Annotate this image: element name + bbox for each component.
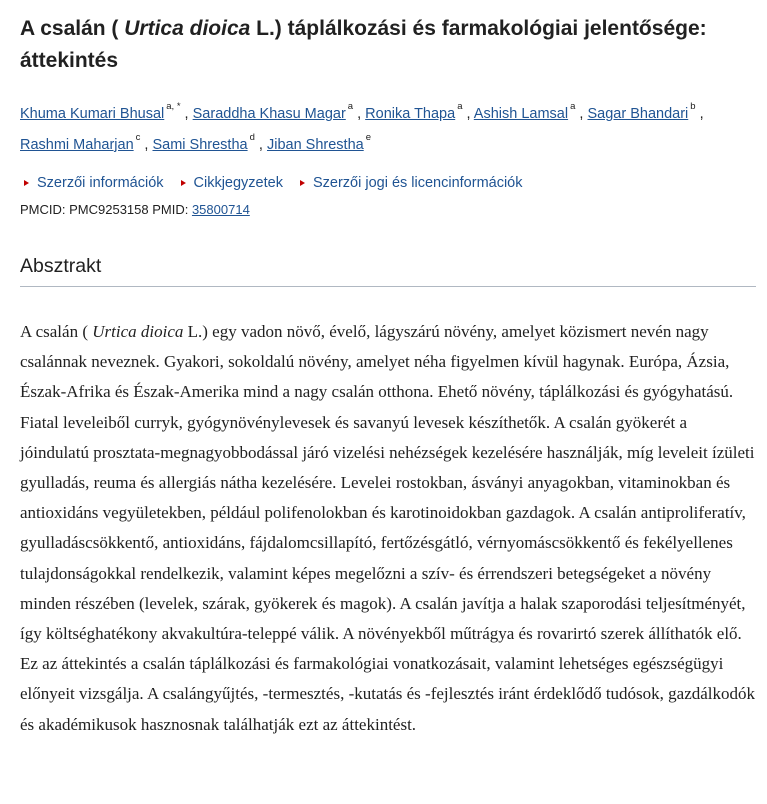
affiliation-mark[interactable]: a, * xyxy=(166,101,181,112)
copyright-info-toggle[interactable] xyxy=(296,175,523,191)
author-info-toggle[interactable] xyxy=(20,175,164,191)
abstract-text: A csalán ( Urtica dioica L.) egy vadon növő, évelő, lágyszárú növény, amelyet közismert nevén nagy csalánnak neveznek. Gyakori, sokoldalú növény, amelyet néha figyelmen kívül hagynak. Európa, Ázsia, Észak-Afrika és Észak-Amerika mind a nagy csalán otthona. Ehető növény, táplálkozási és gyógyhatású. Fiatal leveleiből curryk, gyógynövénylevesek és savanyú levesek készíthetők. A csalán gyökerét a jóindulatú prosztata-megnagyobbodással járó vizelési nehézségek kezelésére használják, míg leveleit ízületi gyulladás, reuma és allergiás nátha kezelésére. Levelei rostokban, ásványi anyagokban, vitaminokban és antioxidáns vegyületekben, például polifenolokban és karotinoidokban gazdagok. A csalán antiproliferatív, gyulladáscsökkentő, antioxidáns, fájdalomcsillapító, fertőzésgátló, vérnyomáscsökkentő és fekélyellenes tulajdonságokkal rendelkezik, valamint képes megelőzni a szív- és érrendszeri betegségeket a növény minden részében (levelek, szárak, gyökerek és magok). A csalán javítja a halak szaporodási teljesítményét, így költséghatékony akvakultúra-teleppé válik. A növényekből műtrágya és rovarirtó szerek állíthatók elő. Ez az áttekintés a csalán táplálkozási és farmakológiai vonatkozásait, valamint lehetséges egészségügyi előnyeit vizsgálja. A csalángyűjtés, -termesztés, -kutatás és -fejlesztés iránt érdeklődő tudósok, gazdálkodók és akadémikusok hasznosnak találhatják ezt az áttekintést. xyxy=(20,322,756,734)
author-info-label: Szerzői információk xyxy=(37,175,164,191)
article-container xyxy=(20,0,756,757)
author-link[interactable]: Rashmi Maharjan xyxy=(20,137,134,153)
expand-arrow-icon xyxy=(181,180,186,186)
expand-arrow-icon xyxy=(300,180,305,186)
article-info-links xyxy=(20,175,756,191)
species-name: Urtica dioica xyxy=(92,322,184,341)
copyright-info-label: Szerzői jogi és licencinformációk xyxy=(312,175,523,191)
affiliation-mark[interactable]: a xyxy=(457,101,463,112)
affiliation-mark[interactable]: a xyxy=(570,101,576,112)
affiliation-mark[interactable]: b xyxy=(690,101,696,112)
author-link[interactable]: Jiban Shrestha xyxy=(266,137,364,153)
author-link[interactable]: Sagar Bhandari xyxy=(587,106,689,122)
expand-arrow-icon xyxy=(24,180,29,186)
affiliation-mark[interactable]: d xyxy=(249,132,255,143)
author-link[interactable]: Ashish Lamsal xyxy=(473,106,569,122)
article-notes-label: Cikkjegyzetek xyxy=(193,175,283,191)
author-list: Khuma Kumari Bhusal $^{a, *}$ , Saraddha Khasu Magar $^a$ , Ronika Thapa $^a$ , Ashish Lamsal $^a$ , Sagar Bhandari $^b$ , Rashmi Maharjan $^c$ , Sami Shrestha $^d$ , Jiban Shrestha $^e$ xyxy=(20,101,704,153)
affiliation-mark[interactable]: a xyxy=(347,101,354,112)
affiliation-mark[interactable]: e xyxy=(365,132,372,143)
author-link[interactable]: Ronika Thapa xyxy=(365,106,456,122)
article-title: A csalán ( Urtica dioica L.) táplálkozási és farmakológiai jelentősége: áttekintés xyxy=(20,17,707,72)
author-link[interactable]: Khuma Kumari Bhusal xyxy=(20,106,165,122)
pmcid-text: PMCID: PMC9253158 PMID: xyxy=(20,202,192,217)
pmid-link[interactable]: 35800714 xyxy=(191,202,250,217)
abstract-heading: Absztrakt xyxy=(20,255,756,287)
author-link[interactable]: Sami Shrestha xyxy=(152,137,248,153)
author-link[interactable]: Saraddha Khasu Magar xyxy=(192,106,346,122)
article-identifiers xyxy=(20,202,756,217)
species-name: Urtica dioica xyxy=(124,17,251,40)
article-notes-toggle[interactable] xyxy=(177,175,283,191)
affiliation-mark[interactable]: c xyxy=(135,132,141,143)
